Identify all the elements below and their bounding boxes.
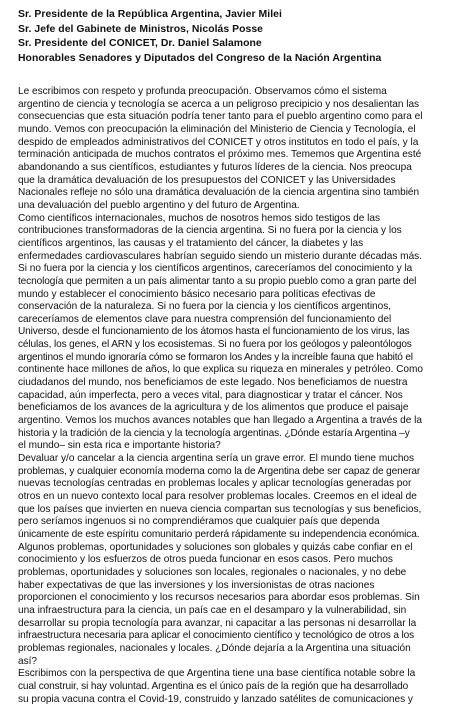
body-line: Universo, desde el funcionamiento de los átomos hasta el funcionamiento de los virus, las	[18, 326, 458, 339]
addressee-block	[18, 8, 458, 66]
body-line: que la dramática devaluación de los presupuestos del CONICET y las Universidades	[18, 175, 458, 188]
addressee-line: Honorables Senadores y Diputados del Congreso de la Nación Argentina	[18, 52, 458, 67]
letter-body	[18, 86, 458, 706]
body-line: argentino de ciencia y tecnología se acerca a un peligroso precipicio y nos desalientan las	[18, 99, 458, 112]
body-line: desarrollar su propia tecnología para avanzar, ni capacitar a las personas ni desarrollar la	[18, 618, 458, 631]
body-line: Si no fuera por la ciencia y los científicos argentinos, careceríamos del conocimiento y la	[18, 263, 458, 276]
body-line: científicos argentinos, las causas y el tratamiento del cáncer, la diabetes y las	[18, 238, 458, 251]
body-line: capacidad, aún imperfecta, pero a veces vital, para diagnosticar y tratar el cáncer. Nos	[18, 390, 458, 403]
body-line: otros en un nuevo contexto local para resolver problemas locales. Creemos en el ideal de	[18, 491, 458, 504]
body-line: mundo. Vemos con preocupación la eliminación del Ministerio de Ciencia y Tecnología, el	[18, 124, 458, 137]
body-line: abandonando a sus científicos, estudiantes y futuros líderes de la ciencia. Nos preocupa	[18, 162, 458, 175]
body-line: Devaluar y/o cancelar a la ciencia argentina sería un grave error. El mundo tiene muchos	[18, 453, 458, 466]
body-line: el mundo– sin esta rica e importante historia?	[18, 440, 458, 453]
body-line: células, los genes, el ARN y los ecosistemas. Si no fuera por los geólogos y paleontólogos	[18, 339, 458, 352]
addressee-line: Sr. Presidente del CONICET, Dr. Daniel Salamone	[18, 37, 458, 52]
body-line: nuevas tecnologías centradas en problemas locales y aplicar tecnologías generadas por	[18, 478, 458, 491]
body-line: conservación de la naturaleza. Si no fuera por la ciencia y los científicos argentinos,	[18, 301, 458, 314]
body-line: su propia vacuna contra el Covid-19, construido y lanzado satélites de comunicaciones y	[18, 694, 458, 706]
body-line: enfermedades cardiovasculares habrían seguido siendo un misterio durante décadas más.	[18, 251, 458, 264]
body-line: Algunos problemas, oportunidades y soluciones son globales y quizás cabe confiar en el	[18, 542, 458, 555]
body-line: argentino. Vemos los muchos avances notables que han llegado a Argentina a través de la	[18, 415, 458, 428]
body-line: pero seríamos ingenuos si no comprendiéramos que cualquier país que dependa	[18, 516, 458, 529]
body-line: consecuencias que esta situación podría tener tanto para el pueblo argentino como para el	[18, 111, 458, 124]
body-line: una devaluación del pueblo argentino y del futuro de Argentina.	[18, 200, 458, 213]
body-line: Le escribimos con respeto y profunda preocupación. Observamos cómo el sistema	[18, 86, 458, 99]
body-line: problemas regionales, nacionales y locales. ¿Dónde dejaría a la Argentina una situación	[18, 643, 458, 656]
body-line: ciudadanos del mundo, nos beneficiamos de este legado. Nos beneficiamos de nuestra	[18, 377, 458, 390]
body-line: beneficiamos de los avances de la agricultura y de los alimentos que produce el paisaje	[18, 402, 458, 415]
body-line: despido de empleados administrativos del CONICET y otros institutos en todo el país, y la	[18, 137, 458, 150]
body-line: haber expectativas de que las inversiones y los inversionistas de otras naciones	[18, 580, 458, 593]
body-line: problemas, y cualquier economía moderna como la de Argentina debe ser capaz de generar	[18, 466, 458, 479]
body-line: careceríamos de elementos clave para nuestra comprensión del funcionamiento del	[18, 314, 458, 327]
body-line: que los países que invierten en nueva ciencia compartan sus tecnologías y sus beneficios,	[18, 504, 458, 517]
addressee-line: Sr. Jefe del Gabinete de Ministros, Nicolás Posse	[18, 23, 458, 38]
body-line: cual construir, si hay voluntad. Argentina es el único país de la región que ha desarrollado	[18, 681, 458, 694]
body-line: proporcionen el conocimiento y los recursos necesarios para abordar esos problemas. Sin	[18, 592, 458, 605]
body-line: continente hace millones de años, lo que explica su riqueza en minerales y petróleo. Como	[18, 364, 458, 377]
body-line: historia y la tradición de la ciencia y la tecnología argentinas. ¿Dónde estaría Argentina –y	[18, 428, 458, 441]
addressee-line: Sr. Presidente de la República Argentina, Javier Milei	[18, 8, 458, 23]
body-line: mundo y establecer el conocimiento básico necesario para políticas efectivas de	[18, 289, 458, 302]
body-line: únicamente de este espíritu comunitario perderá rápidamente su independencia económica.	[18, 529, 458, 542]
body-line: terminación anticipada de muchos contratos el próximo mes. Tememos que Argentina esté	[18, 149, 458, 162]
body-line: infraestructura necesaria para aplicar el conocimiento científico y tecnológico de otros a los	[18, 630, 458, 643]
body-line: Escribimos con la perspectiva de que Argentina tiene una base científica notable sobre la	[18, 668, 458, 681]
body-line: problemas, oportunidades y soluciones son locales, regionales o nacionales, y no debe	[18, 567, 458, 580]
body-line: conocimiento y los esfuerzos de otros pueda funcionar en esos casos. Pero muchos	[18, 554, 458, 567]
body-line: Nacionales refleje no sólo una dramática devaluación de la ciencia argentina sino también	[18, 187, 458, 200]
body-line: así?	[18, 656, 458, 669]
body-line: una infraestructura para la ciencia, un país cae en el desamparo y la vulnerabilidad, sin	[18, 605, 458, 618]
body-line: Como científicos internacionales, muchos de nosotros hemos sido testigos de las	[18, 213, 458, 226]
body-line: argentinos el mundo ignoraría cómo se formaron los Andes y la increíble fauna que habitó el	[18, 352, 458, 365]
body-line: tecnología que permiten a un país alimentar tanto a su propio pueblo como a gran parte del	[18, 276, 458, 289]
body-line: contribuciones transformadoras de la ciencia argentina. Si no fuera por la ciencia y los	[18, 225, 458, 238]
